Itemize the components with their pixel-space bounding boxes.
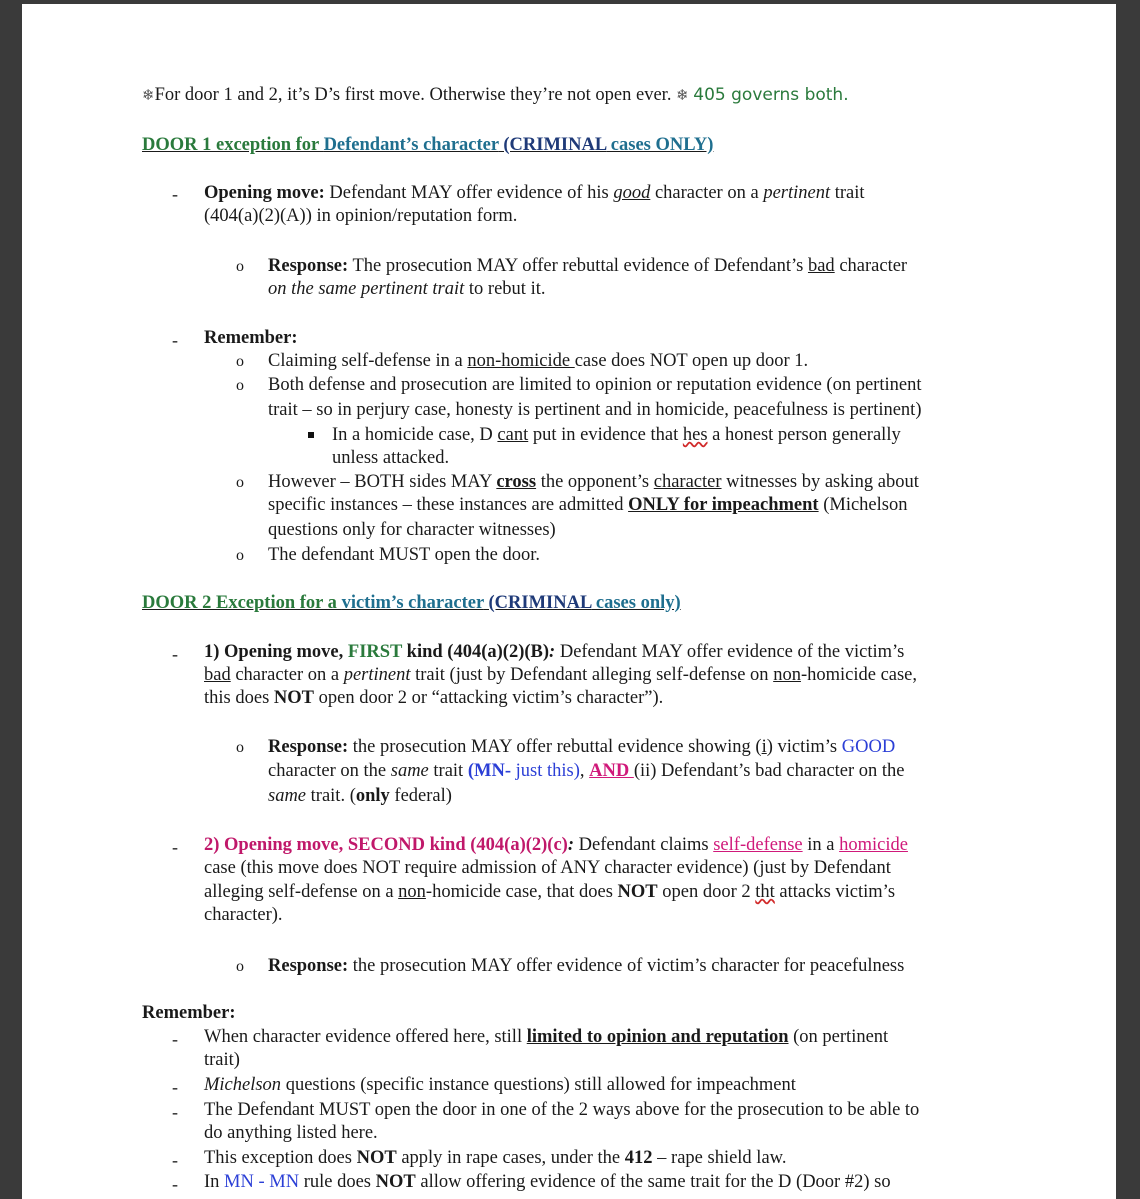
circle-bullet: o (236, 547, 244, 564)
dash-bullet: - (172, 184, 178, 204)
door1-remember-subitem-line2: unless attacked. (332, 448, 450, 468)
dash-bullet: - (172, 644, 178, 664)
door1-remember-item1: Claiming self-defense in a non-homicide case does NOT open up door 1. (268, 351, 809, 371)
door1-response-line1: Response: The prosecution MAY offer rebuttal evidence of Defendant’s bad character (268, 256, 908, 276)
door2-second-response: Response: the prosecution MAY offer evidence of victim’s character for peacefulness (268, 956, 905, 976)
dash-bullet: - (172, 1102, 178, 1122)
door1-remember-label: Remember: (204, 328, 298, 348)
door2-remember-item2: Michelson questions (specific instance questions) still allowed for impeachment (204, 1075, 796, 1095)
door1-remember-subitem-line1: In a homicide case, D cant put in evidence that hes a honest person generally (332, 425, 901, 445)
door2-first-response-line1: Response: the prosecution MAY offer rebuttal evidence showing (i) victim’s GOOD (268, 737, 896, 757)
circle-bullet: o (236, 474, 244, 491)
dash-bullet: - (172, 1174, 178, 1194)
circle-bullet: o (236, 353, 244, 370)
intro-line (142, 84, 849, 107)
door2-first-response-line2: character on the same trait (MN- just this), AND (ii) Defendant’s bad character on the (268, 761, 905, 781)
door2-remember-label: Remember: (142, 1003, 236, 1023)
door1-remember-item2-line1: Both defense and prosecution are limited to opinion or reputation evidence (on pertinent (268, 375, 922, 395)
door2-remember-item5: In MN - MN rule does NOT allow offering evidence of the same trait for the D (Door #2) so (204, 1172, 891, 1192)
circle-bullet: o (236, 958, 244, 975)
door2-remember-item3-line1: The Defendant MUST open the door in one of the 2 ways above for the prosecution to be able to (204, 1100, 920, 1120)
snowflake-icon: ❄ (142, 86, 155, 104)
door2-first-line2: bad character on a pertinent trait (just by Defendant alleging self-defense on non-homicide case, (204, 665, 918, 685)
door2-heading: DOOR 2 Exception for a victim’s character (CRIMINAL cases only) (142, 593, 681, 613)
door2-second-line4: character). (204, 905, 283, 925)
door1-remember-item2-line2: trait – so in perjury case, honesty is pertinent and in homicide, peacefulness is pertinent) (268, 400, 922, 420)
dash-bullet: - (172, 837, 178, 857)
governs-note: 405 governs both. (693, 85, 849, 105)
door2-second-line1: 2) Opening move, SECOND kind (404(a)(2)(c): Defendant claims self-defense in a homicide (204, 835, 908, 855)
dash-bullet: - (172, 1029, 178, 1049)
door2-first-line3: this does NOT open door 2 or “attacking victim’s character”). (204, 688, 664, 708)
door1-heading: DOOR 1 exception for Defendant’s character (CRIMINAL cases ONLY) (142, 135, 714, 155)
door2-remember-item1-line1: When character evidence offered here, still limited to opinion and reputation (on pertinent (204, 1027, 889, 1047)
door2-first-response-line3: same trait. (only federal) (268, 786, 452, 806)
intro-text: For door 1 and 2, it’s D’s first move. Otherwise they’re not open ever. (154, 85, 672, 105)
door1-remember-item3-line1: However – BOTH sides MAY cross the opponent’s character witnesses by asking about (268, 472, 919, 492)
snowflake-icon: ❄ (676, 86, 689, 104)
document-page (22, 4, 1116, 1199)
door1-remember-item3-line2: specific instances – these instances are admitted ONLY for impeachment (Michelson (268, 495, 908, 515)
dash-bullet: - (172, 1150, 178, 1170)
door1-opening-line1: Opening move: Defendant MAY offer evidence of his good character on a pertinent trait (204, 183, 865, 203)
door1-remember-item4: The defendant MUST open the door. (268, 545, 540, 565)
door2-first-line1: 1) Opening move, FIRST kind (404(a)(2)(B): Defendant MAY offer evidence of the victim’s (204, 642, 905, 662)
door1-remember-item3-line3: questions only for character witnesses) (268, 520, 556, 540)
door1-response-line2: on the same pertinent trait to rebut it. (268, 279, 546, 299)
door1-opening-line2: (404(a)(2)(A)) in opinion/reputation form. (204, 206, 518, 226)
door2-second-line2: case (this move does NOT require admission of ANY character evidence) (just by Defendant (204, 858, 891, 878)
dash-bullet: - (172, 1077, 178, 1097)
dash-bullet: - (172, 330, 178, 350)
circle-bullet: o (236, 377, 244, 394)
circle-bullet: o (236, 739, 244, 756)
square-bullet (308, 432, 314, 438)
door2-remember-item4: This exception does NOT apply in rape cases, under the 412 – rape shield law. (204, 1148, 787, 1168)
door2-remember-item3-line2: do anything listed here. (204, 1123, 378, 1143)
door2-second-line3: alleging self-defense on a non-homicide case, that does NOT open door 2 tht attacks victim’s (204, 882, 896, 902)
circle-bullet: o (236, 258, 244, 275)
door2-remember-item1-line2: trait) (204, 1050, 240, 1070)
